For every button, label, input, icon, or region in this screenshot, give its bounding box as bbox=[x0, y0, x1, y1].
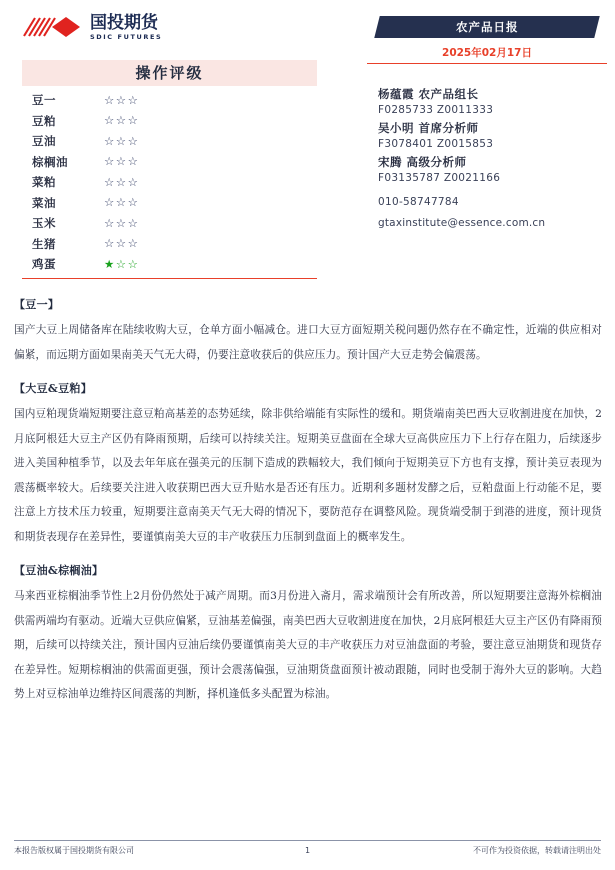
section-paragraph: 国产大豆上周储备库在陆续收购大豆，仓单方面小幅减仓。进口大豆方面短期关税问题仍然存在不确定性，近端的供应相对偏紧，而远期方面如果南美天气无大碍，仍要注意收获后的供应压力。预计国产大豆走势会偏震荡。 bbox=[14, 324, 602, 361]
rating-stars: ☆☆☆ bbox=[104, 174, 140, 189]
rating-commodity-name: 豆油 bbox=[32, 134, 56, 149]
section-soybean-and-meal bbox=[14, 380, 602, 549]
rating-commodity-name: 棕榈油 bbox=[32, 154, 68, 169]
sdic-diamond-icon bbox=[22, 14, 84, 40]
rating-commodity-name: 鸡蛋 bbox=[32, 257, 56, 272]
section-heading: 【豆一】 bbox=[14, 298, 60, 311]
rating-commodity-name: 玉米 bbox=[32, 216, 56, 231]
table-row bbox=[22, 131, 317, 152]
rating-stars: ☆☆☆ bbox=[104, 154, 140, 168]
rating-table-divider bbox=[22, 278, 317, 280]
logo-mark-svg bbox=[22, 14, 84, 40]
analyst-license-code: F0285733 Z0011333 bbox=[378, 104, 494, 116]
rating-stars: ★☆☆ bbox=[104, 256, 140, 271]
report-body bbox=[14, 296, 602, 720]
table-row bbox=[22, 111, 317, 132]
rating-stars: ☆☆☆ bbox=[104, 133, 140, 148]
rating-table-title: 操作评级 bbox=[22, 60, 317, 86]
table-row bbox=[22, 213, 317, 234]
table-row bbox=[22, 234, 317, 255]
section-paragraph: 马来西亚棕榈油季节性上2月份仍然处于减产周期。而3月份进入斋月，需求端预计会有所改善，所以短期要注意海外棕榈油供需两端均有驱动。近端大豆供应偏紧，豆油基差偏强，南美巴西大豆收割进度在加快，2月底阿根廷大豆主产区仍有降雨预期，后续可以持续关注，预计国内豆油后续仍要谨慎南美大豆的丰产收获压力对豆油盘面的考验，要注意豆油期货和现货存在差异性。短期棕榈油的供需面更强，预计会震荡偏强，豆油期货盘面预计被动跟随，同时也受制于海外大豆的影响。大趋势上对豆棕油单边维持区间震荡的判断，择机逢低多头配置为棕油。 bbox=[14, 590, 602, 700]
rating-commodity-name: 菜粕 bbox=[32, 175, 56, 190]
section-heading: 【大豆&豆粕】 bbox=[14, 382, 93, 395]
rating-stars: ☆☆☆ bbox=[104, 113, 140, 127]
rating-commodity-name: 菜油 bbox=[32, 195, 56, 210]
table-row bbox=[22, 254, 317, 275]
section-soybean-no1 bbox=[14, 296, 602, 367]
rating-stars: ☆☆☆ bbox=[104, 236, 140, 250]
rating-commodity-name: 豆粕 bbox=[32, 113, 56, 128]
table-row bbox=[22, 193, 317, 214]
report-title-block bbox=[367, 16, 607, 64]
rating-rows bbox=[22, 86, 317, 275]
section-heading: 【豆油&棕榈油】 bbox=[14, 564, 104, 577]
footer-copyright: 本报告版权属于国投期货有限公司 bbox=[14, 846, 134, 855]
contact-email[interactable]: gtaxinstitute@essence.com.cn bbox=[378, 217, 546, 229]
company-logo bbox=[22, 14, 162, 40]
footer-disclaimer: 不可作为投资依据，转载请注明出处 bbox=[473, 846, 601, 855]
analyst-name: 杨蕴霞 农产品组长 bbox=[378, 87, 479, 101]
rating-commodity-name: 豆一 bbox=[32, 93, 56, 108]
operation-rating-table bbox=[22, 60, 317, 279]
rating-stars: ☆☆☆ bbox=[104, 215, 140, 230]
logo-name-cn: 国投期货 bbox=[90, 12, 158, 33]
analyst-contact-block bbox=[378, 84, 608, 229]
table-row bbox=[22, 152, 317, 173]
analyst-license-code: F03135787 Z0021166 bbox=[378, 172, 501, 184]
table-row bbox=[22, 90, 317, 111]
analyst-name: 吴小明 首席分析师 bbox=[378, 121, 479, 135]
section-paragraph: 国内豆粕现货端短期要注意豆粕高基差的态势延续，除非供给端能有实际性的缓和。期货端南美巴西大豆收割进度在加快，2月底阿根廷大豆主产区仍有降雨预期，后续可以持续关注。短期美豆盘面在全球大豆高供应压力下上行存在阻力，后续逐步进入美国种植季节，以及去年年底在强美元的压制下造成的跌幅较大，我们倾向于短期美豆下方也有支撑，预计美豆表现为震荡概率较大。后续要关注进入收获期巴西大豆升贴水是否还有压力。近期利多题材发酵之后，豆粕盘面上行动能不足，要注意上方技术压力较重，短期要注意南美天气无大碍的情况下，要防范存在调整风险。现货端受制于到港的进度，预计现货和期货表现存在差异性，要谨慎南美大豆的丰产收获压力压制到盘面上的概率发生。 bbox=[14, 408, 602, 543]
table-row bbox=[22, 172, 317, 193]
report-title-banner bbox=[374, 16, 599, 38]
section-soyoil-and-palmoil bbox=[14, 562, 602, 707]
logo-name-en: SDIC FUTURES bbox=[90, 32, 163, 41]
page-footer bbox=[14, 840, 601, 856]
report-title-text: 农产品日报 bbox=[455, 20, 519, 34]
rating-stars: ☆☆☆ bbox=[104, 92, 140, 107]
analyst-name: 宋腾 高级分析师 bbox=[378, 155, 467, 169]
analyst-license-code: F3078401 Z0015853 bbox=[378, 138, 494, 150]
rating-stars: ☆☆☆ bbox=[104, 195, 140, 209]
contact-phone: 010-58747784 bbox=[378, 196, 459, 208]
footer-page-number: 1 bbox=[304, 846, 311, 855]
report-date: 2025年02月17日 bbox=[367, 45, 607, 64]
report-title-banner-wrap bbox=[367, 16, 607, 38]
logo-wordmark bbox=[90, 12, 163, 41]
page-header bbox=[0, 0, 615, 60]
rating-commodity-name: 生猪 bbox=[32, 236, 56, 251]
